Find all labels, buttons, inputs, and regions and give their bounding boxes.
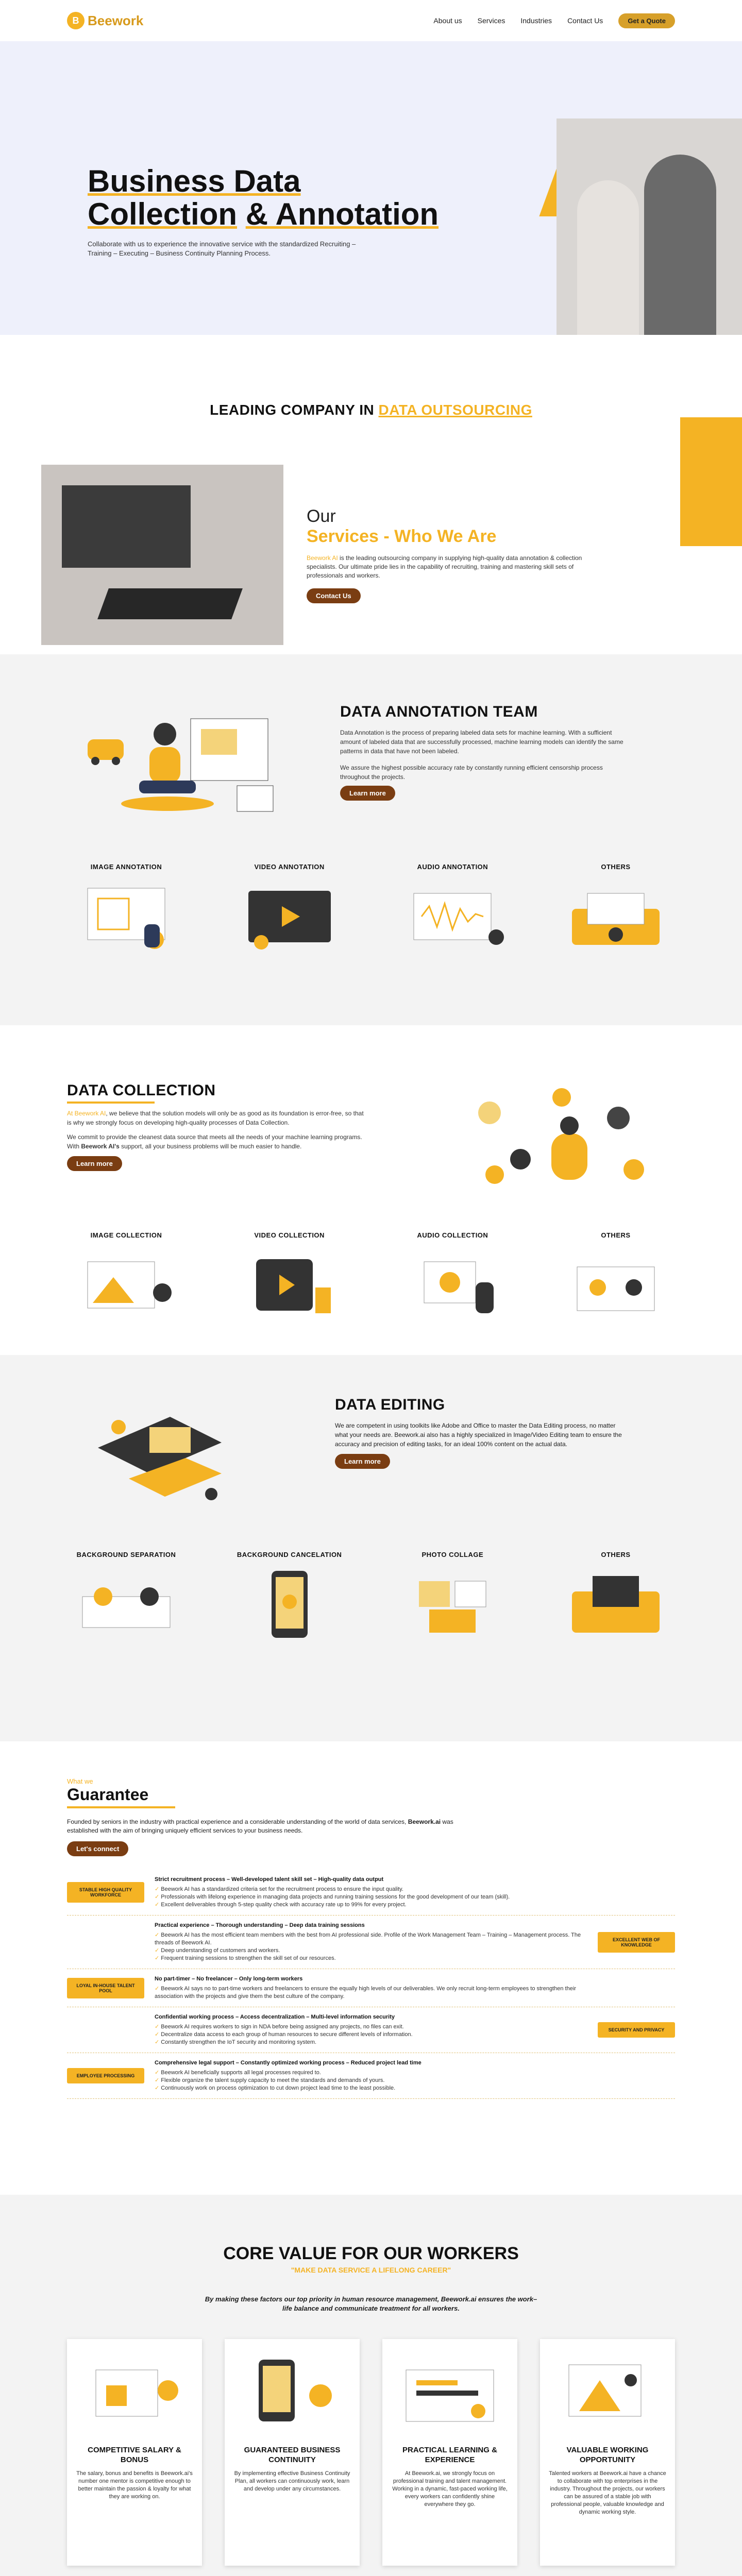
card-title: OTHERS [601, 1231, 631, 1239]
editing-paragraph: We are competent in using toolkits like Adobe and Office to master the Data Editing process, no matter what your needs are. Beework.ai also has a highly specialized in Image/Video Editing team to ensure the accuracy and precision of editing tasks, for an ideal 100% content on the actual data. [335, 1422, 622, 1448]
guarantee-body [155, 1922, 587, 1962]
hero-description: Collaborate with us to experience the innovative service with the standardized Recruiting – Training – Executing – Business Continuity Planning Process. [88, 240, 356, 257]
check-icon: ✓ [155, 2085, 161, 2091]
check-icon: ✓ [155, 2024, 161, 2030]
intro-b: was established with the aim of bringing uniquely efficient services to your business needs. [67, 1818, 453, 1834]
value-card [225, 2339, 360, 2566]
opportunity-illustration [548, 2349, 667, 2437]
guarantee-badge: STABLE HIGH QUALITY WORKFORCE [67, 1882, 144, 1903]
check-icon: ✓ [155, 1886, 161, 1892]
check-icon: ✓ [155, 2031, 161, 2038]
title-underline [67, 1806, 175, 1808]
guarantee-point [155, 1947, 587, 1955]
annotation-title: DATA ANNOTATION TEAM [340, 703, 538, 720]
guarantee-item [67, 1916, 675, 1969]
guarantee-badge: EMPLOYEE PROCESSING [67, 2068, 144, 2083]
leading-section [0, 335, 742, 623]
guarantee-point-text: Decentralize data access to each group of human resources to secure different levels of information. [161, 2031, 413, 2038]
data-editing-section [0, 1355, 742, 1741]
guarantee-point [155, 1893, 587, 1901]
core-subtitle: "MAKE DATA SERVICE A LIFELONG CAREER" [291, 2266, 451, 2274]
nav-industries[interactable]: Industries [520, 16, 552, 25]
video-annotation-illustration [230, 878, 349, 955]
yellow-accent-stripe [680, 417, 742, 546]
editing-learn-more-button[interactable]: Learn more [335, 1454, 390, 1469]
photo-person [644, 155, 716, 335]
brand-mention: Beework AI's [81, 1143, 120, 1150]
card-title: OTHERS [601, 1551, 631, 1558]
collection-paragraph-1-text: , we believe that the solution models will only be as good as its foundation is error-free, so that is why we strongly focus on developing high-quality processes of Data Collection. [67, 1110, 364, 1126]
image-collection-card[interactable] [67, 1231, 185, 1324]
laptop-screen [62, 485, 191, 568]
guarantee-point [155, 1931, 587, 1947]
photo-collage-card[interactable] [393, 1551, 512, 1643]
audio-collection-card[interactable] [393, 1231, 512, 1324]
guarantee-point-text: Constantly strengthen the IoT security and monitoring system. [161, 2039, 317, 2045]
main-nav [433, 13, 675, 28]
guarantee-point-text: Continuously work on process optimization to cut down project lead time to the least possible. [161, 2085, 396, 2091]
card-title: OTHERS [601, 863, 631, 871]
title-underline [67, 1101, 155, 1104]
guarantee-point-text: Beework AI beneficially supports all legal processes required to. [161, 2070, 321, 2076]
guarantee-item-title: Confidential working process – Access decentralization – Multi-level information security [155, 2014, 395, 2020]
editing-title: DATA EDITING [335, 1396, 445, 1413]
collection-paragraph-1 [67, 1109, 366, 1127]
brand-logo[interactable] [67, 12, 143, 29]
value-card [67, 2339, 202, 2566]
check-icon: ✓ [155, 1947, 161, 1954]
contact-us-button[interactable]: Contact Us [307, 588, 361, 603]
guarantee-section [0, 1741, 742, 2195]
card-title: BACKGROUND CANCELATION [237, 1551, 342, 1558]
guarantee-body [155, 2059, 587, 2092]
guarantee-point-text: Flexible organize the talent supply capacity to meet the standards and demands of yours. [161, 2077, 385, 2083]
check-icon: ✓ [155, 1986, 161, 1992]
guarantee-point [155, 1955, 587, 1962]
guarantee-item-title: Strict recruitment process – Well-developed talent skill set – High-quality data output [155, 1876, 384, 1883]
brand-mention: At Beework AI [67, 1110, 106, 1117]
guarantee-item-title: Comprehensive legal support – Constantly optimized working process – Reduced project lead time [155, 2060, 421, 2066]
audio-annotation-card[interactable] [393, 863, 512, 955]
guarantee-item [67, 2053, 675, 2099]
value-card-title: VALUABLE WORKING OPPORTUNITY [566, 2446, 649, 2464]
guarantee-point [155, 2039, 587, 2046]
background-separation-card[interactable] [67, 1551, 185, 1643]
guarantee-body [155, 2013, 587, 2046]
guarantee-item-title: No part-timer – No freelancer – Only long-term workers [155, 1976, 303, 1982]
salary-illustration [75, 2349, 194, 2437]
guarantee-item [67, 1969, 675, 2007]
guarantee-intro [67, 1818, 459, 1835]
tagline-1: By making these factors our top priority in human resource management, Beework.ai ensures the work– [205, 2295, 537, 2303]
collection-paragraph-2 [67, 1132, 366, 1151]
annotation-learn-more-button[interactable]: Learn more [340, 786, 395, 801]
guarantee-point [155, 2069, 587, 2077]
data-collection-section [0, 1025, 742, 1355]
data-annotation-section [0, 654, 742, 1025]
card-title: AUDIO ANNOTATION [417, 863, 488, 871]
nav-services[interactable]: Services [477, 16, 505, 25]
core-value-section [0, 2195, 742, 2576]
others-annotation-card[interactable] [556, 863, 675, 955]
collection-paragraph-2-a: We commit to provide the cleanest data source that meets all the needs of your machine learning programs. With [67, 1133, 362, 1150]
hero-title-line2a: Collection [88, 197, 238, 231]
video-annotation-card[interactable] [230, 863, 349, 955]
our-label: Our [307, 506, 336, 526]
value-card [382, 2339, 517, 2566]
guarantee-item [67, 2007, 675, 2053]
brand-name: Beework [88, 12, 144, 28]
guarantee-point-text: Professionals with lifelong experience in managing data projects and running training sessions for the good development of our team (skill). [161, 1894, 510, 1900]
check-icon: ✓ [155, 1894, 161, 1900]
audio-collection-illustration [393, 1246, 512, 1324]
collection-paragraph-2-b: support, all your business problems will be much easier to handle. [119, 1143, 302, 1150]
video-collection-card[interactable] [230, 1231, 349, 1324]
hero-team-photo [556, 118, 742, 335]
check-icon: ✓ [155, 1902, 161, 1908]
nav-contact-us[interactable]: Contact Us [567, 16, 603, 25]
video-collection-illustration [230, 1246, 349, 1324]
guarantee-point-text: Deep understanding of customers and workers. [161, 1947, 280, 1954]
hero-title [88, 165, 439, 231]
core-title: CORE VALUE FOR OUR WORKERS [223, 2244, 519, 2263]
guarantee-point [155, 2084, 587, 2092]
guarantee-badge: LOYAL IN-HOUSE TALENT POOL [67, 1978, 144, 1998]
get-a-quote-button[interactable]: Get a Quote [618, 13, 675, 28]
others-collection-illustration [556, 1246, 675, 1324]
photo-collage-illustration [393, 1566, 512, 1643]
others-editing-illustration [556, 1566, 675, 1643]
bee-logo-icon: B [67, 12, 85, 29]
guarantee-point-text: Frequent training sessions to strengthen the skill set of our resources. [161, 1955, 336, 1961]
image-annotation-illustration [67, 878, 185, 955]
guarantee-point [155, 2031, 587, 2039]
guarantee-badge: SECURITY AND PRIVACY [598, 2022, 675, 2038]
brand-mention: Beework AI [307, 554, 338, 562]
card-title: BACKGROUND SEPARATION [76, 1551, 176, 1558]
value-card-text: At Beework.ai, we strongly focus on professional training and talent management. Working in a dynamic, fast-paced working life, every workers can confidently shine everywhere they go. [392, 2470, 508, 2507]
leading-title-a: LEADING COMPANY IN [210, 402, 379, 418]
learning-illustration [391, 2349, 509, 2437]
card-title: PHOTO COLLAGE [421, 1551, 484, 1558]
guarantee-title: Guarantee [67, 1785, 149, 1804]
guarantee-point-text: Beework AI requires workers to sign in NDA before being assigned any projects, no files can exit. [161, 2024, 404, 2030]
card-title: AUDIO COLLECTION [417, 1231, 488, 1239]
value-card-title: GUARANTEED BUSINESS CONTINUITY [244, 2446, 341, 2464]
guarantee-point-text: Beework AI says no to part-time workers and freelancers to ensure the equally high levels of our deliverables. We only recruit long-term employees to strengthen their association with the projects and give them the best culture of the company. [155, 1986, 576, 1999]
leading-title-b: DATA OUTSOURCING [378, 402, 532, 418]
guarantee-item [67, 1870, 675, 1916]
background-cancelation-card[interactable] [230, 1551, 349, 1643]
photo-person [577, 180, 639, 335]
guarantee-list [67, 1870, 675, 2099]
collection-title: DATA COLLECTION [67, 1082, 216, 1099]
lets-connect-button[interactable]: Let's connect [67, 1841, 128, 1856]
image-annotation-card[interactable] [67, 863, 185, 955]
guarantee-body [155, 1876, 587, 1909]
guarantee-item-title: Practical experience – Thorough understanding – Deep data training sessions [155, 1922, 365, 1928]
guarantee-badge: EXCELLENT WEB OF KNOWLEDGE [598, 1932, 675, 1953]
hero-title-line1: Business Data [88, 164, 301, 198]
value-card-title: COMPETITIVE SALARY & BONUS [88, 2446, 181, 2464]
collection-illustration [438, 1082, 675, 1200]
card-title: VIDEO COLLECTION [254, 1231, 325, 1239]
services-description [307, 554, 595, 580]
others-editing-card[interactable] [556, 1551, 675, 1643]
others-collection-card[interactable] [556, 1231, 675, 1324]
editing-illustration [67, 1396, 304, 1515]
value-card-text: Talented workers at Beework.ai have a chance to collaborate with top enterprises in the industry. Throughout the projects, our workers can be assured of a stable job with professional people, valuable knowledge and dynamic working style. [549, 2470, 666, 2515]
guarantee-point-text: Beework AI has a standardized criteria set for the recruitment process to ensure the input quality. [161, 1886, 403, 1892]
check-icon: ✓ [155, 2077, 161, 2083]
collection-learn-more-button[interactable]: Learn more [67, 1156, 122, 1171]
leading-title [67, 402, 675, 418]
card-title: IMAGE ANNOTATION [90, 863, 162, 871]
guarantee-body [155, 1975, 587, 2001]
guarantee-point [155, 2023, 587, 2031]
hero-title-line2b: & Annotation [245, 197, 439, 231]
guarantee-point [155, 1985, 587, 2001]
annotation-paragraph-2: We assure the highest possible accuracy rate by constantly running efficient censorship process throughout the projects. [340, 764, 603, 781]
tagline-2: life balance and communicate treatment for all workers. [282, 2304, 460, 2312]
check-icon: ✓ [155, 1932, 161, 1938]
services-heading: Services - Who We Are [307, 527, 497, 546]
laptop-annotation-photo [41, 465, 283, 645]
card-title: VIDEO ANNOTATION [254, 863, 325, 871]
core-tagline [67, 2295, 675, 2313]
brand-mention: Beework.ai [408, 1818, 441, 1825]
guarantee-point [155, 2077, 587, 2084]
intro-a: Founded by seniors in the industry with practical experience and a considerable understanding of the world of data services, [67, 1818, 408, 1825]
audio-annotation-illustration [393, 878, 512, 955]
guarantee-point [155, 1886, 587, 1893]
check-icon: ✓ [155, 2039, 161, 2045]
guarantee-point [155, 1901, 587, 1909]
laptop-keyboard [97, 588, 243, 619]
continuity-illustration [233, 2349, 351, 2437]
background-separation-illustration [67, 1566, 185, 1643]
value-card [540, 2339, 675, 2566]
guarantee-point-text: Beework AI has the most efficient team members with the best from AI professional side. Profile of the Work Management Team – Training – Management process. The threads of Beework AI. [155, 1932, 581, 1946]
services-description-text: is the leading outsourcing company in supplying high-quality data annotation & collection specialists. Our ultimate pride lies in the capability of recruiting, training and mastering skill sets of professionals and workers. [307, 554, 582, 579]
annotation-paragraph-1: Data Annotation is the process of preparing labeled data sets for machine learning. With a sufficient amount of labeled data that are successfully processed, machine learning models can identify the same patterns in data that have not been labeled. [340, 729, 623, 755]
value-card-title: PRACTICAL LEARNING & EXPERIENCE [402, 2446, 497, 2464]
background-cancelation-illustration [230, 1566, 349, 1643]
hero-section [0, 41, 742, 335]
image-collection-illustration [67, 1246, 185, 1324]
card-title: IMAGE COLLECTION [90, 1231, 162, 1239]
value-card-text: By implementing effective Business Continuity Plan, all workers can continuously work, learn and develop under any circumstances. [234, 2470, 350, 2492]
check-icon: ✓ [155, 1955, 161, 1961]
value-card-text: The salary, bonus and benefits is Beework.ai's number one mentor is competitive enough to better maintain the passion & loyalty for what they are working on. [76, 2470, 193, 2500]
site-header [0, 0, 742, 41]
others-annotation-illustration [556, 878, 675, 955]
nav-about-us[interactable]: About us [433, 16, 462, 25]
check-icon: ✓ [155, 2070, 161, 2076]
annotation-illustration [67, 703, 304, 822]
guarantee-point-text: Excellent deliverables through 5-step quality check with accuracy rate up to 99% for every project. [161, 1902, 407, 1908]
guarantee-kicker: What we [67, 1777, 93, 1785]
